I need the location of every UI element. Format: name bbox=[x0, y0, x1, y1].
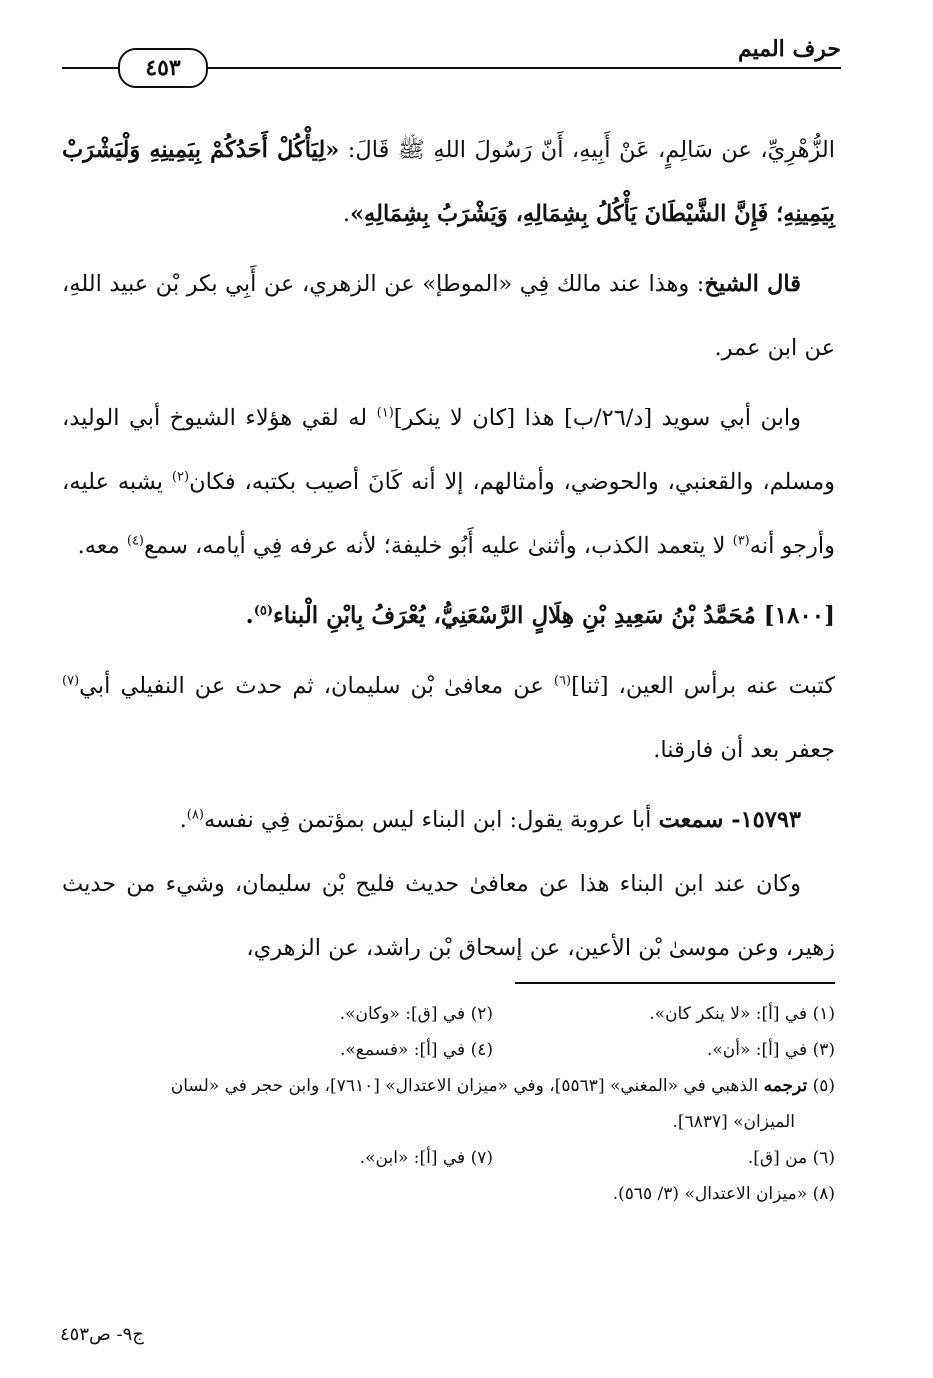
footnote-5-continuation: الميزان» [٦٨٣٧]. bbox=[672, 1112, 795, 1132]
footnote-ref-7[interactable]: (٧) bbox=[62, 673, 80, 689]
chapter-title: حرف الميم bbox=[737, 36, 841, 62]
text-run: له لقي هؤلاء الشيوخ أبي الوليد، ومسلم، والقعنبي، والحوضي، وأمثالهم، إلا أنه كَانَ أصيب بكتبه، فكان bbox=[62, 405, 835, 495]
volume-page-marker: ج٩- ص٤٥٣ bbox=[60, 1324, 144, 1345]
footnote-7: (٧) في [أ]: «ابن». bbox=[359, 1148, 493, 1168]
footnote-row bbox=[56, 1140, 835, 1176]
text-run: أبا عروبة يقول: ابن البناء ليس بمؤتمن فِي نفسه bbox=[203, 807, 659, 833]
text-run: لا يتعمد الكذب، وأثنىٰ عليه أَبُو خليفة؛ لأنه عرفه فِي أيامه، سمع bbox=[144, 533, 733, 559]
footnote-4: (٤) في [أ]: «فسمع». bbox=[339, 1040, 493, 1060]
isnad-text: الزُّهْرِيِّ، عن سَالِمٍ، عَنْ أَبِيهِ، أَنّ رَسُولَ اللهِ ﷺ قَالَ: bbox=[339, 137, 836, 163]
entry-heading bbox=[62, 584, 835, 648]
footnote-ref-8[interactable]: (٨) bbox=[186, 807, 204, 823]
footnote-2: (٢) في [ق]: «وكان». bbox=[339, 1004, 493, 1024]
punct: . bbox=[342, 201, 350, 227]
closing-paragraph: وكان عند ابن البناء هذا عن معافىٰ حديث فليح بْن سليمان، وشيء من حديث زهير، وعن موسىٰ بْن الأعين، عن إسحاق بْن راشد، عن الزهري، bbox=[62, 871, 835, 961]
text-run: معه. bbox=[77, 533, 127, 559]
sheikh-comment-paragraph bbox=[62, 252, 835, 380]
footnote-separator bbox=[515, 982, 835, 984]
hadith-matn: «لِيَأْكُلْ أَحَدُكُمْ بِيَمِينِهِ وَلْيَشْرَبْ بِيَمِينِهِ؛ فَإِنَّ الشَّيْطَانَ يَأْكُلُ بِشِمَالِهِ، وَيَشْرَبُ بِشِمَالِهِ» bbox=[62, 137, 835, 227]
text-run: كتبت عنه برأس العين، [ثنا] bbox=[571, 673, 835, 699]
report-number: ١٥٧٩٣- bbox=[723, 807, 801, 833]
text-run: وابن أبي سويد [د/٢٦/ب] هذا [كان لا ينكر] bbox=[393, 405, 801, 431]
punct: . bbox=[245, 602, 254, 629]
report-paragraph bbox=[62, 788, 835, 852]
entry-name: مُحَمَّدُ بْنُ سَعِيدِ بْنِ هِلَالٍ الرَّسْعَنِيُّ، يُعْرَفُ بِابْنِ الْبناء bbox=[272, 602, 764, 629]
footnote-ref-5[interactable]: (٥) bbox=[253, 603, 273, 619]
punct: . bbox=[179, 807, 187, 833]
footnote-ref-6[interactable]: (٦) bbox=[553, 673, 572, 689]
page-number-badge bbox=[118, 48, 208, 88]
footnotes bbox=[56, 996, 835, 1212]
sheikh-comment: : وهذا عند مالك فِي «الموطإ» عن الزهري، عن أَبِي بكر بْن عبيد اللهِ، عن ابن عمر. bbox=[62, 271, 835, 361]
report-verb: سمعت bbox=[658, 807, 724, 833]
footnote-ref-1[interactable]: (١) bbox=[376, 405, 394, 421]
footnote-5 bbox=[56, 1068, 835, 1104]
text-run: الذهبي في «المغني» [٥٥٦٣]، وفي «ميزان الاعتدال» [٧٦١٠]، وابن حجر في «لسان bbox=[170, 1076, 764, 1096]
main-text bbox=[62, 118, 835, 980]
entry-description bbox=[62, 654, 835, 782]
entry-number: [١٨٠٠] bbox=[763, 602, 835, 629]
footnote-row bbox=[56, 996, 835, 1032]
hadith-paragraph bbox=[62, 118, 835, 246]
sheikh-label: قال الشيخ bbox=[704, 271, 801, 297]
text-run: جعفر بعد أن فارقنا. bbox=[653, 737, 835, 763]
footnote-number: (٥) bbox=[807, 1076, 835, 1096]
footnote-ref-2[interactable]: (٢) bbox=[171, 469, 190, 485]
text-run: يشبه عليه، وأرجو أنه bbox=[62, 469, 835, 559]
footnote-3: (٣) في [أ]: «أن». bbox=[706, 1040, 835, 1060]
footnote-ref-3[interactable]: (٣) bbox=[732, 533, 750, 549]
footnote-keyword: ترجمه bbox=[763, 1076, 808, 1096]
footnote-ref-4[interactable]: (٤) bbox=[126, 533, 144, 549]
footnote-row bbox=[56, 1032, 835, 1068]
footnote-6: (٦) من [ق]. bbox=[747, 1148, 835, 1168]
footnote-8: (٨) «ميزان الاعتدال» (٣/ ٥٦٥). bbox=[612, 1184, 835, 1204]
footnote-1: (١) في [أ]: «لا ينكر كان». bbox=[649, 1004, 835, 1024]
narrator-note-paragraph bbox=[62, 386, 835, 578]
text-run: عن معافىٰ بْن سليمان، ثم حدث عن النفيلي أبي bbox=[79, 673, 554, 699]
page-number: ٤٥٣ bbox=[145, 55, 181, 81]
